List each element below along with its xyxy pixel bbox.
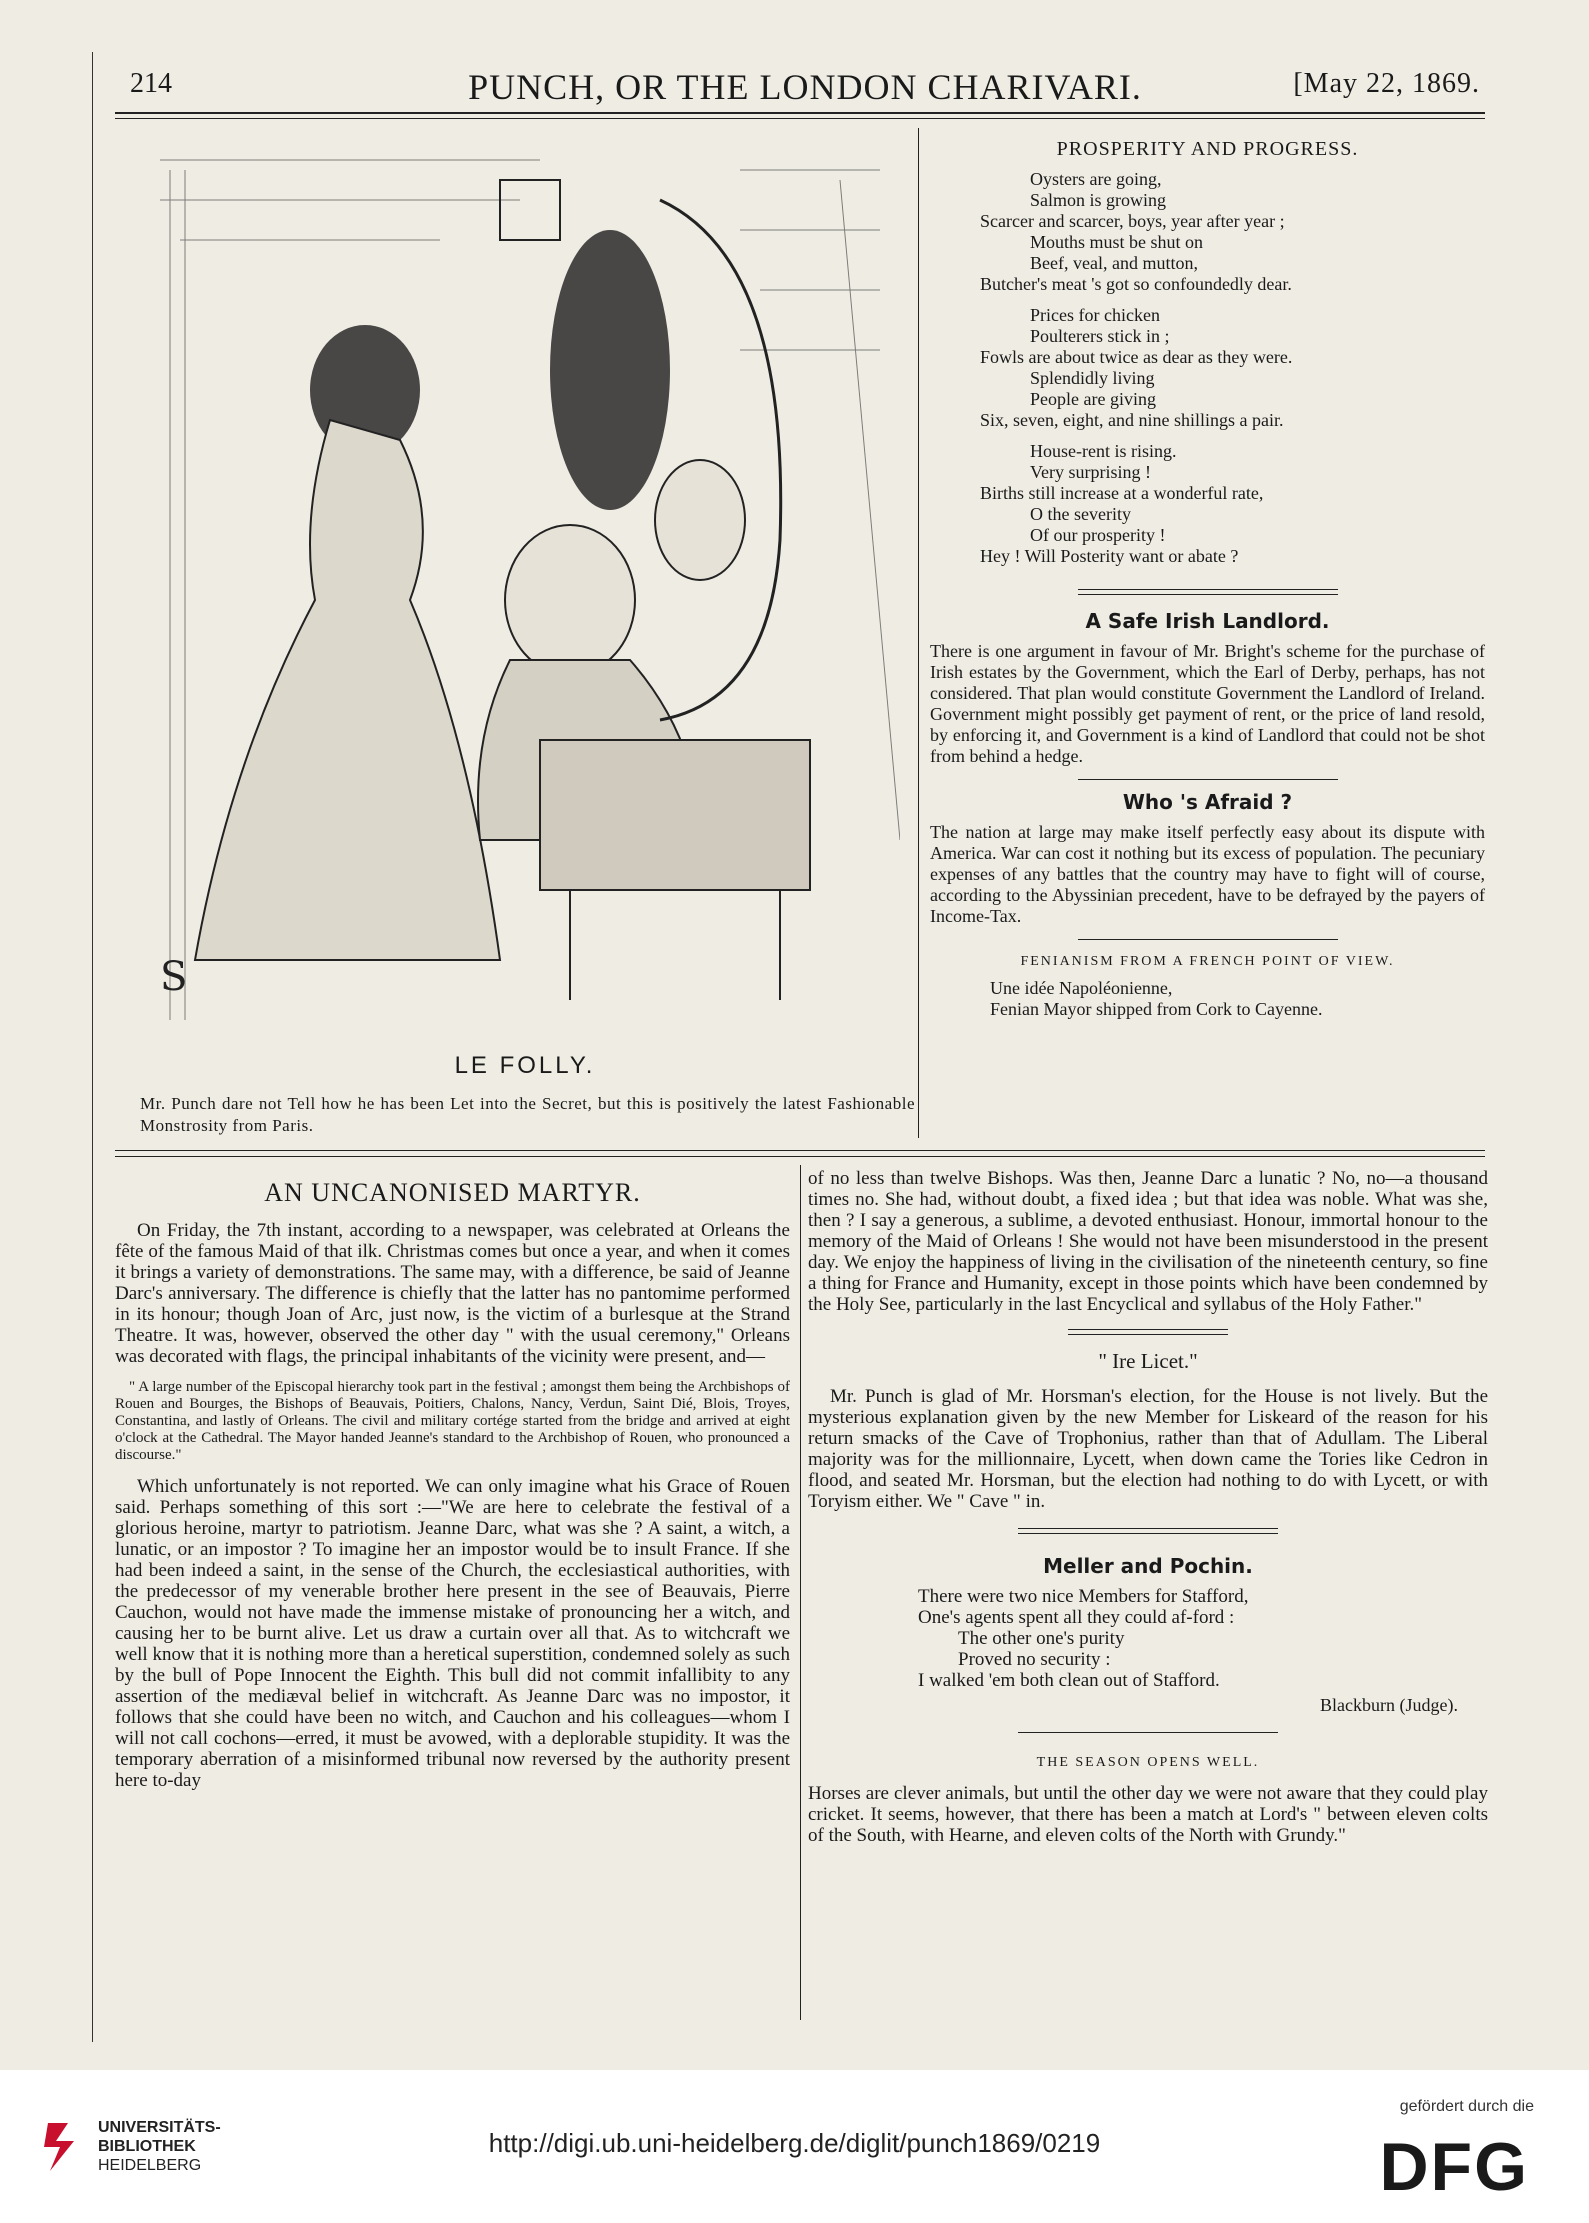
martyr-article bbox=[115, 1178, 790, 1791]
column-separator bbox=[800, 1165, 801, 2020]
fenianism-heading: FENIANISM FROM A FRENCH POINT OF VIEW. bbox=[1020, 954, 1395, 969]
sponsor-label: gefördert durch die bbox=[1399, 2098, 1534, 2115]
column-separator bbox=[918, 128, 919, 1138]
right-lower-column bbox=[808, 1168, 1488, 1846]
section-rule bbox=[1078, 779, 1338, 780]
library-name-line: HEIDELBERG bbox=[98, 2157, 202, 2174]
digitization-footer bbox=[0, 2070, 1589, 2223]
licet-heading: " Ire Licet." bbox=[1098, 1349, 1198, 1373]
poem-line: Beef, veal, and mutton, bbox=[1030, 253, 1198, 273]
irish-heading: A Safe Irish Landlord. bbox=[1085, 609, 1330, 633]
fenianism-verse bbox=[930, 978, 1485, 1020]
poem-line: Splendidly living bbox=[1030, 368, 1155, 388]
poem-line: Oysters are going, bbox=[1030, 169, 1162, 189]
poem-line: O the severity bbox=[1030, 504, 1131, 524]
page-edge-line bbox=[92, 52, 93, 2042]
poem-line: Fowls are about twice as dear as they were. bbox=[980, 347, 1293, 367]
irish-text: There is one argument in favour of Mr. Bright's scheme for the purchase of Irish estates by the Government, which the Earl of Derby, perhaps, has not considered. That plan would constitute Government the Landlord of Ireland. Government might possibly get payment of rent, or the price of land resold, by enforcing it, and Government is a kind of Landlord that could not be shot from behind a hedge. bbox=[930, 641, 1485, 766]
library-name-line: BIBLIOTHEK bbox=[98, 2138, 196, 2155]
poem-line: Six, seven, eight, and nine shillings a pair. bbox=[980, 410, 1284, 430]
permalink[interactable]: http://digi.ub.uni-heidelberg.de/diglit/punch1869/0219 bbox=[488, 2128, 1101, 2158]
martyr-continuation: of no less than twelve Bishops. Was then, Jeanne Darc a lunatic ? No, no—a thousand times no. She had, without doubt, a fixed idea ; but that idea was noble. What was she, then ? I say a generous, a sublime, a devoted enthusiast. Honour, immortal honour to the memory of the Maid of Orleans ! She would not have been misunderstood in the present day. We enjoy the happiness of living in the civilisation of the nineteenth century, so fine a thing for France and Humanity, except in those points which have been condemned by the Holy See, particularly in the last Encyclical and syllabus of the Holy Father." bbox=[808, 1168, 1488, 1315]
section-divider bbox=[115, 1150, 1485, 1151]
cartoon-drawing bbox=[140, 140, 900, 1040]
dfg-logo: DFG bbox=[1379, 2129, 1529, 2205]
martyr-heading: AN UNCANONISED MARTYR. bbox=[264, 1178, 641, 1207]
svg-text:S: S bbox=[160, 954, 188, 1000]
verse-line: Une idée Napoléonienne, bbox=[990, 978, 1173, 998]
poem-line: Butcher's meat 's got so confoundedly dear. bbox=[980, 274, 1292, 294]
section-rule bbox=[1078, 594, 1338, 595]
cartoon-title: LE FOLLY. bbox=[454, 1052, 596, 1079]
section-rule bbox=[1068, 1334, 1228, 1335]
licet-text: Mr. Punch is glad of Mr. Horsman's election, for the House is not lively. But the mysterious explanation given by the new Member for Liskeard of the reason for his return smacks of the Cave of Trophonius, rather than that of Adullam. The Liberal majority was for the millionnaire, Lycett, when down came the Tories like Cedron in flood, and seated Mr. Horsman, but the election had nothing to do with Lycett, or with Toryism either. We " Cave " in. bbox=[808, 1386, 1488, 1512]
section-rule bbox=[1078, 939, 1338, 940]
poem-line: Salmon is growing bbox=[1030, 190, 1167, 210]
poem-line: Poulterers stick in ; bbox=[1030, 326, 1170, 346]
verse-line: There were two nice Members for Stafford, bbox=[918, 1586, 1249, 1607]
section-rule bbox=[1018, 1528, 1278, 1529]
running-header bbox=[120, 66, 1490, 116]
issue-date: [May 22, 1869. bbox=[1293, 68, 1480, 99]
meller-heading: Meller and Pochin. bbox=[1043, 1554, 1253, 1578]
poem-line: Prices for chicken bbox=[1030, 305, 1160, 325]
season-heading: THE SEASON OPENS WELL. bbox=[1036, 1755, 1260, 1770]
verse-line: The other one's purity bbox=[958, 1628, 1125, 1649]
poem-line: Births still increase at a wonderful rate, bbox=[980, 483, 1264, 503]
martyr-paragraph: On Friday, the 7th instant, according to a newspaper, was celebrated at Orleans the fête of the famous Maid of that ilk. Christmas comes but once a year, and when it comes it brings a variety of demonstrations. The same may, with a difference, be said of Jeanne Darc's anniversary. The difference is chiefly that the latter has no pantomime performed in its honour; though Joan of Arc, just now, is the victim of a burlesque at the Strand Theatre. It was, however, observed the other day " with the usual ceremony," Orleans was decorated with flags, the principal inhabitants of the vicinity were present, and— bbox=[115, 1220, 790, 1367]
cartoon-illustration bbox=[140, 140, 900, 1040]
cartoon-caption: Mr. Punch dare not Tell how he has been Let into the Secret, but this is positively the latest Fashionable Monstrosity from Paris. bbox=[140, 1094, 915, 1135]
header-rule bbox=[115, 112, 1485, 114]
page-number: 214 bbox=[130, 68, 172, 99]
afraid-text: The nation at large may make itself perfectly easy about its dispute with America. War can cost it nothing but its excess of population. The pecuniary expenses of any battles that the country may have to fight will of course, according to the Abyssinian precedent, have to be defrayed by the payers of Income-Tax. bbox=[930, 822, 1485, 926]
verse-line: One's agents spent all they could af-ford : bbox=[918, 1607, 1235, 1628]
publication-title: PUNCH, OR THE LONDON CHARIVARI. bbox=[468, 67, 1142, 107]
header-rule-thin bbox=[115, 118, 1485, 119]
section-rule bbox=[1068, 1329, 1228, 1330]
verse-line: Fenian Mayor shipped from Cork to Cayenne. bbox=[990, 999, 1323, 1019]
afraid-heading: Who 's Afraid ? bbox=[1122, 790, 1293, 814]
poem-line: Scarcer and scarcer, boys, year after year ; bbox=[980, 211, 1285, 231]
section-rule bbox=[1018, 1732, 1278, 1733]
prosperity-section bbox=[930, 138, 1485, 1020]
section-divider-thin bbox=[115, 1156, 1485, 1157]
poem-line: Very surprising ! bbox=[1030, 462, 1151, 482]
prosperity-poem bbox=[930, 169, 1485, 567]
meller-verse bbox=[808, 1586, 1488, 1691]
verse-line: Proved no security : bbox=[958, 1649, 1111, 1670]
poem-line: Of our prosperity ! bbox=[1030, 525, 1166, 545]
section-rule bbox=[1018, 1533, 1278, 1534]
verse-line: I walked 'em both clean out of Stafford. bbox=[918, 1670, 1220, 1691]
martyr-quote: " A large number of the Episcopal hierarchy took part in the festival ; amongst them being the Archbishops of Rouen and Bourges, the Bishops of Beauvais, Poitiers, Chalons, Nancy, Verdun, Saint Dié, Blois, Troyes, Constantina, and lastly of Orleans. The civil and military cortége started from the bridge and arrived at eight o'clock at the Cathedral. The Mayor handed Jeanne's standard to the Archbishop of Rouen, who pronounced a discourse." bbox=[115, 1379, 790, 1463]
poem-line: Mouths must be shut on bbox=[1030, 232, 1204, 252]
poem-line: People are giving bbox=[1030, 389, 1156, 409]
meller-signature: Blackburn (Judge). bbox=[1320, 1695, 1458, 1715]
library-name-line: UNIVERSITÄTS- bbox=[98, 2119, 221, 2136]
martyr-paragraph: Which unfortunately is not reported. We can only imagine what his Grace of Rouen said. Perhaps something of this sort :—"We are here to celebrate the festival of a glorious heroine, martyr to patriotism. Jeanne Darc, what was she ? A saint, a witch, a lunatic, or an impostor ? To imagine her an impostor would be to insult France. If she had been indeed a saint, in the sense of the Church, the ecclesiastical authorities, with the predecessor of my venerable brother here present in the see of Beauvais, Pierre Cauchon, would not have made the immense mistake of pronouncing her a witch, and causing her to be burnt alive. Let us draw a curtain over all that. As to witchcraft we well know that it is nothing more than a heretical superstition, condemned solely as such by the bull of Pope Innocent the Eighth. This bull did not commit infallibity to any assertion of the mediæval belief in witchcraft. As Jeanne Darc was no impostor, it follows that she could have been no witch, and Cauchon and his colleagues—whom I will not call cochons—erred, it must be avowed, with a deplorable stupidity. It was the temporary aberration of a misinformed tribunal now reversed by the authority present here to-day bbox=[115, 1476, 790, 1791]
poem-line: House-rent is rising. bbox=[1030, 441, 1177, 461]
section-rule bbox=[1078, 589, 1338, 590]
season-text: Horses are clever animals, but until the other day we were not aware that they could play cricket. It seems, however, that there has been a match at Lord's " between eleven colts of the South, with Hearne, and eleven colts of the North with Grundy." bbox=[808, 1783, 1488, 1846]
prosperity-heading: PROSPERITY AND PROGRESS. bbox=[1056, 138, 1359, 160]
poem-line: Hey ! Will Posterity want or abate ? bbox=[980, 546, 1239, 566]
